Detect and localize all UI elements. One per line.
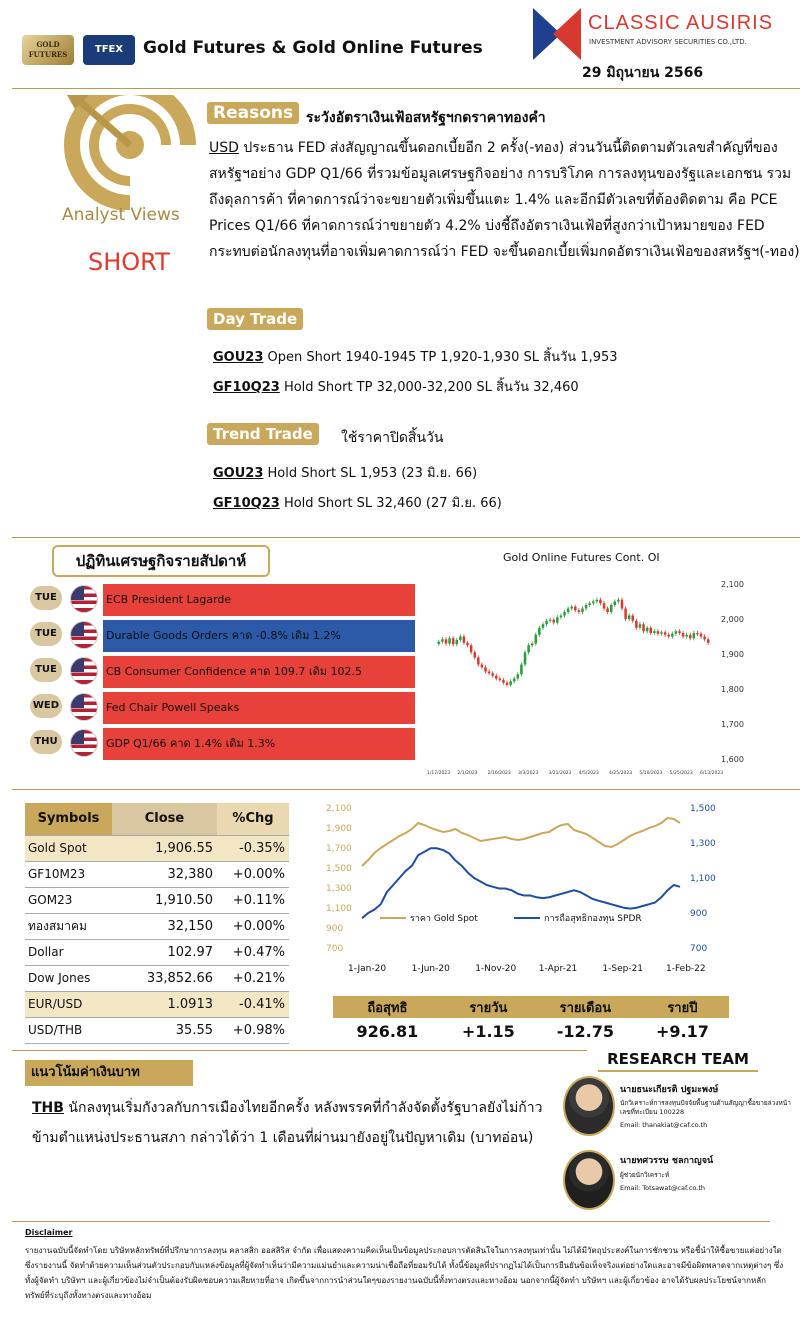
- thb-body: [32, 1093, 547, 1153]
- chg-cell: +0.98%: [217, 1017, 289, 1043]
- symbol-cell: Dollar: [25, 939, 112, 965]
- spdr-header: ถือสุทธิ: [333, 996, 442, 1018]
- candle-body: [567, 609, 570, 613]
- calendar-event: [30, 728, 415, 758]
- x-axis-tick: 1-Jun-20: [411, 964, 450, 974]
- trend-trade-note: ใช้ราคาปิดสิ้นวัน: [341, 430, 444, 446]
- close-cell: 32,150: [112, 913, 217, 939]
- market-table: [25, 803, 289, 1044]
- event-description: Durable Goods Orders คาด -0.8% เดิม 1.2%: [103, 620, 415, 652]
- spdr-header: รายวัน: [442, 996, 535, 1018]
- brand-name: CLASSIC AUSIRIS: [588, 12, 774, 34]
- us-flag-icon: [70, 585, 98, 613]
- table-row: [25, 835, 289, 861]
- right-axis-tick: 1,500: [690, 804, 716, 814]
- candle-body: [617, 600, 620, 602]
- member-email: Email: thanakiat@caf.co.th: [620, 1121, 708, 1129]
- x-axis-tick: 1-Feb-22: [666, 964, 706, 974]
- candle-body: [700, 634, 703, 637]
- left-axis-tick: 1,100: [326, 904, 352, 914]
- spdr-header: รายเดือน: [535, 996, 636, 1018]
- table-row: [25, 991, 289, 1017]
- calendar-event: [30, 656, 415, 686]
- avatar: [563, 1076, 615, 1136]
- candle-body: [441, 639, 444, 641]
- day-trade-symbol: GOU23: [213, 350, 264, 365]
- left-axis-tick: 700: [326, 944, 344, 954]
- avatar: [563, 1150, 615, 1210]
- legend-label: การถือสุทธิกองทุน SPDR: [544, 914, 642, 924]
- right-axis-tick: 900: [690, 909, 708, 919]
- x-axis-tick: 1-Jan-20: [348, 964, 387, 974]
- candle-body: [614, 602, 617, 606]
- day-trade-item: [213, 346, 618, 367]
- candle-body: [549, 620, 552, 621]
- x-tick-label: 2/1/2023: [457, 771, 478, 776]
- candle-body: [628, 616, 631, 620]
- brand-logo-mark: [533, 8, 581, 60]
- oi-chart-title: Gold Online Futures Cont. OI: [503, 551, 660, 564]
- x-tick-label: 2/16/2023: [487, 771, 511, 776]
- candle-body: [667, 635, 670, 637]
- us-flag-icon: [70, 693, 98, 721]
- candle-body: [459, 637, 462, 641]
- y-tick-label: 1,700: [721, 720, 744, 729]
- candle-body: [535, 635, 538, 644]
- candle-body: [610, 605, 613, 612]
- spdr-header: รายปี: [636, 996, 729, 1018]
- candle-body: [592, 602, 595, 604]
- x-axis-tick: 1-Nov-20: [475, 964, 517, 974]
- x-tick-label: 5/10/2023: [639, 771, 663, 776]
- candle-body: [707, 639, 710, 643]
- y-tick-label: 2,100: [721, 580, 744, 589]
- event-description: Fed Chair Powell Speaks: [103, 692, 415, 724]
- chg-cell: +0.21%: [217, 965, 289, 991]
- candle-body: [696, 633, 699, 634]
- candle-body: [560, 616, 563, 618]
- candle-body: [703, 637, 706, 640]
- member-email: Email: Totsawat@caf.co.th: [620, 1184, 706, 1192]
- thb-currency: THB: [32, 1100, 64, 1116]
- candle-body: [588, 603, 591, 605]
- page-title: Gold Futures & Gold Online Futures: [143, 38, 483, 58]
- event-day-badge: THU: [30, 730, 62, 754]
- x-axis-tick: 1-Sep-21: [602, 964, 644, 974]
- candle-body: [646, 628, 649, 632]
- series-line: [362, 848, 680, 918]
- col-header-symbols: Symbols: [25, 803, 112, 835]
- y-tick-label: 2,000: [721, 615, 744, 624]
- reasons-label: Reasons: [207, 102, 299, 124]
- close-cell: 33,852.66: [112, 965, 217, 991]
- analyst-views-caption: Analyst Views: [62, 205, 180, 225]
- candle-body: [585, 605, 588, 609]
- brand-subtitle: INVESTMENT ADVISORY SECURITIES CO.,LTD.: [589, 38, 747, 46]
- symbol-cell: GOM23: [25, 887, 112, 913]
- close-cell: 1,910.50: [112, 887, 217, 913]
- tfex-logo: [83, 35, 135, 65]
- symbol-cell: Dow Jones: [25, 965, 112, 991]
- candle-body: [484, 667, 487, 671]
- day-trade-text: Open Short 1940-1945 TP 1,920-1,930 SL สิ้นวัน 1,953: [267, 350, 618, 365]
- x-tick-label: 1/17/2023: [427, 771, 451, 776]
- candle-body: [693, 633, 696, 638]
- gold-spdr-line-chart: [322, 800, 727, 980]
- col-header-chg: %Chg: [217, 803, 289, 835]
- candle-body: [470, 645, 473, 652]
- y-tick-label: 1,900: [721, 650, 744, 659]
- reasons-text: ประธาน FED ส่งสัญญาณขึ้นดอกเบี้ยอีก 2 ครั้ง(-ทอง) ส่วนวันนี้ติดตามตัวเลขสำคัญที่ของสหรัฐฯอย่าง GDP Q1/66 ที่รวมข้อมูลเศรษฐกิจอย่าง การบริโภค การลงทุนของรัฐและเอกชน รวมถึงดุลการค้า ที่คาดการณ์ว่าจะขยายตัวเพิ่มขึ้นแตะ 1.4% และอีกมีตัวเลขที่ต้องติดตาม คือ PCE Prices Q1/66 ที่คาดการณ์ว่าขยายตัว 4.2% บ่งชี้ถึงอัตราเงินเฟ้อที่สูงกว่าเป้าหมายของ FED กระทบต่อนักลงทุนที่อาจเพิ่มคาดการณ์ว่า FED จะขึ้นดอกเบี้ยเพิ่มกดอัตราเงินเฟ้อของสหรัฐฯ(-ทอง): [209, 140, 800, 260]
- disclaimer-title: Disclaimer: [25, 1228, 73, 1237]
- candle-body: [678, 631, 681, 633]
- chg-cell: +0.00%: [217, 861, 289, 887]
- trend-trade-symbol: GOU23: [213, 466, 264, 481]
- chg-cell: -0.41%: [217, 991, 289, 1017]
- y-tick-label: 1,600: [721, 755, 744, 764]
- candle-body: [578, 610, 581, 612]
- x-tick-label: 5/25/2023: [669, 771, 693, 776]
- trend-trade-symbol: GF10Q23: [213, 496, 280, 511]
- symbol-cell: EUR/USD: [25, 991, 112, 1017]
- event-day-badge: TUE: [30, 586, 62, 610]
- candle-body: [531, 644, 534, 646]
- symbol-cell: ทองสมาคม: [25, 913, 112, 939]
- candle-body: [682, 633, 685, 637]
- candle-body: [448, 638, 451, 643]
- candle-body: [527, 645, 530, 652]
- left-axis-tick: 1,700: [326, 844, 352, 854]
- candle-body: [570, 607, 573, 609]
- candle-body: [599, 600, 602, 604]
- candle-body: [685, 635, 688, 637]
- event-day-badge: TUE: [30, 622, 62, 646]
- candle-body: [466, 643, 469, 645]
- candle-body: [438, 642, 441, 644]
- candle-body: [520, 665, 523, 675]
- close-cell: 1,906.55: [112, 835, 217, 861]
- thb-title: แนวโน้มค่าเงินบาท: [25, 1060, 193, 1086]
- chg-cell: +0.47%: [217, 939, 289, 965]
- calendar-event: [30, 584, 415, 614]
- candle-body: [596, 600, 599, 602]
- candle-body: [639, 624, 642, 628]
- candle-body: [675, 631, 678, 633]
- trend-trade-label: Trend Trade: [207, 423, 319, 445]
- left-axis-tick: 1,900: [326, 824, 352, 834]
- table-row: [25, 861, 289, 887]
- right-axis-tick: 1,300: [690, 839, 716, 849]
- event-description: GDP Q1/66 คาด 1.4% เดิม 1.3%: [103, 728, 415, 760]
- table-row: [25, 939, 289, 965]
- spdr-value: 926.81: [356, 1021, 419, 1041]
- candle-body: [477, 658, 480, 665]
- trend-trade-item: [213, 462, 477, 483]
- candle-body: [488, 672, 491, 674]
- candle-body: [642, 624, 645, 631]
- us-flag-icon: [70, 621, 98, 649]
- candle-body: [499, 679, 502, 680]
- candle-body: [556, 617, 559, 622]
- thb-text: นักลงทุนเริ่มกังวลกับการเมืองไทยอีกครั้ง หลังพรรคที่กำลังจัดตั้งรัฐบาลยังไม่ก้าวข้ามตำแหน่งประธานสภา กล่าวได้ว่า 1 เดือนที่ผ่านมายังอยู่ในปัญหาเดิม (บาทอ่อน): [32, 1100, 543, 1146]
- event-description: ECB President Lagarde: [103, 584, 415, 616]
- x-tick-label: 4/5/2023: [578, 771, 599, 776]
- table-row: [25, 1017, 289, 1043]
- candle-body: [506, 683, 509, 685]
- candle-body: [513, 679, 516, 682]
- reasons-body: [209, 135, 805, 265]
- candle-body: [455, 640, 458, 644]
- legend-label: ราคา Gold Spot: [410, 914, 478, 924]
- candle-body: [581, 609, 584, 613]
- left-axis-tick: 1,500: [326, 864, 352, 874]
- x-tick-label: 3/21/2023: [548, 771, 572, 776]
- research-member: [620, 1153, 800, 1192]
- disclaimer-text: รายงานฉบับนี้จัดทำโดย บริษัทหลักทรัพย์ที่ปรึกษาการลงทุน คลาสสิก ออสสิริส จำกัด เพื่อแสดงความคิดเห็นเป็นข้อมูลประกอบการตัดสินใจในการลงทุนเท่านั้น ไม่ได้มีวัตถุประสงค์ในการชักชวน หรือชี้นำให้ซื้อขายแต่อย่างใด ซึ่งรายงานนี้ จัดทำด้วยความเห็นส่วนตัวประกอบกับแหล่งข้อมูลที่ผู้จัดทำเห็นว่ามีความแม่นยำและความน่าเชื่อถือที่ยอมรับได้ ทั้งนี้ข้อมูลที่ปรากฏไม่ได้เป็นการยืนยันข้อเท็จจริงแต่อย่างใดและอาจมีข้อผิดพลาดจากเหตุต่างๆ ซึ่งทั้งผู้จัดทำ บริษัทฯ และผู้เกี่ยวข้องไม่จำเป็นต้องรับผิดชอบความเสียหายที่อาจ เกิดขึ้นจากการนำส่วนใดๆของรายงานฉบับนี้ทั้งทางตรงและทางอ้อม นอกจากนี้ผู้จัดทำ บริษัทฯ และผู้เกี่ยวข้อง อาจได้รับผลประโยชน์จากหลักทรัพย์ที่ระบุถึงทั้งทางตรงและทางอ้อม: [25, 1246, 784, 1300]
- candle-body: [632, 616, 635, 621]
- day-trade-label: Day Trade: [207, 308, 303, 330]
- x-tick-label: 3/3/2023: [518, 771, 539, 776]
- table-row: [25, 913, 289, 939]
- reasons-heading: ระวังอัตราเงินเฟ้อสหรัฐฯกดราคาทองคำ: [306, 110, 546, 126]
- trend-trade-item: [213, 492, 502, 513]
- tfex-logo-text: TFEX: [94, 44, 124, 55]
- candle-body: [452, 638, 455, 644]
- close-cell: 1.0913: [112, 991, 217, 1017]
- symbol-cell: GF10M23: [25, 861, 112, 887]
- chg-cell: +0.00%: [217, 913, 289, 939]
- candle-body: [463, 637, 466, 643]
- candle-body: [653, 631, 656, 633]
- y-tick-label: 1,800: [721, 685, 744, 694]
- event-day-badge: TUE: [30, 658, 62, 682]
- spdr-summary: [333, 996, 729, 1044]
- calendar-title: ปฏิทินเศรษฐกิจรายสัปดาห์: [52, 545, 270, 577]
- right-axis-tick: 700: [690, 944, 708, 954]
- candle-body: [606, 609, 609, 613]
- left-axis-tick: 900: [326, 924, 344, 934]
- candle-body: [517, 674, 520, 678]
- day-trade-symbol: GF10Q23: [213, 380, 280, 395]
- col-header-close: Close: [112, 803, 217, 835]
- member-name: นายธนะเกียรติ ปฐมะพงษ์: [620, 1085, 719, 1095]
- event-day-badge: WED: [30, 694, 62, 718]
- candle-body: [635, 621, 638, 628]
- candle-body: [542, 624, 545, 628]
- close-cell: 32,380: [112, 861, 217, 887]
- candle-body: [538, 628, 541, 635]
- table-row: [25, 887, 289, 913]
- left-axis-tick: 1,300: [326, 884, 352, 894]
- spdr-value: +1.15: [461, 1021, 515, 1041]
- x-tick-label: 4/25/2023: [609, 771, 633, 776]
- right-axis-tick: 1,100: [690, 874, 716, 884]
- candle-body: [689, 635, 692, 639]
- candle-body: [495, 676, 498, 679]
- x-axis-tick: 1-Apr-21: [538, 964, 578, 974]
- candle-body: [563, 612, 566, 616]
- event-description: CB Consumer Confidence คาด 109.7 เดิม 102.5: [103, 656, 415, 688]
- candle-body: [502, 680, 505, 683]
- close-cell: 102.97: [112, 939, 217, 965]
- candle-body: [509, 681, 512, 685]
- research-team-title: RESEARCH TEAM: [598, 1050, 758, 1072]
- trend-trade-text: Hold Short SL 1,953 (23 มิ.ย. 66): [267, 466, 478, 481]
- x-tick-label: 6/13/2023: [700, 771, 724, 776]
- gold-logo-text: GOLD FUTURES: [28, 40, 68, 59]
- member-name: นายทศวรรษ ชลกาญจน์: [620, 1156, 714, 1166]
- series-line: [362, 818, 680, 866]
- us-flag-icon: [70, 729, 98, 757]
- candle-body: [621, 600, 624, 609]
- target-arrow-icon: [55, 95, 205, 210]
- candle-body: [574, 607, 577, 611]
- symbol-cell: USD/THB: [25, 1017, 112, 1043]
- trend-trade-text: Hold Short SL 32,460 (27 มิ.ย. 66): [283, 496, 502, 511]
- close-cell: 35.55: [112, 1017, 217, 1043]
- symbol-cell: Gold Spot: [25, 835, 112, 861]
- candle-body: [603, 603, 606, 608]
- candle-body: [624, 609, 627, 620]
- report-date: 29 มิถุนายน 2566: [582, 65, 704, 81]
- candle-body: [473, 652, 476, 657]
- table-row: [25, 965, 289, 991]
- spdr-value: +9.17: [655, 1021, 709, 1041]
- us-flag-icon: [70, 657, 98, 685]
- research-member: [620, 1082, 800, 1129]
- calendar-event: [30, 692, 415, 722]
- day-trade-text: Hold Short TP 32,000-32,200 SL สิ้นวัน 32,460: [283, 380, 579, 395]
- left-axis-tick: 2,100: [326, 804, 352, 814]
- spdr-value: -12.75: [556, 1021, 614, 1041]
- candle-body: [664, 632, 667, 634]
- candle-body: [671, 634, 674, 637]
- oi-candlestick-chart: [425, 570, 805, 778]
- chg-cell: +0.11%: [217, 887, 289, 913]
- candle-body: [552, 620, 555, 623]
- candle-body: [481, 665, 484, 668]
- candle-body: [445, 639, 448, 643]
- calendar-event: [30, 620, 415, 650]
- candle-body: [649, 628, 652, 633]
- candle-body: [657, 631, 660, 633]
- candle-body: [660, 632, 663, 633]
- candle-body: [491, 673, 494, 675]
- member-role: นักวิเคราะห์การลงทุนปัจจัยพื้นฐานด้านสัญญาซื้อขายล่วงหน้า เลขที่ทะเบียน 100228: [620, 1099, 791, 1116]
- chg-cell: -0.35%: [217, 835, 289, 861]
- candle-body: [545, 621, 548, 625]
- member-role: ผู้ช่วยนักวิเคราะห์: [620, 1171, 670, 1179]
- candle-body: [524, 652, 527, 664]
- day-trade-item: [213, 376, 579, 397]
- analyst-view-signal: SHORT: [88, 248, 170, 276]
- reasons-currency: USD: [209, 140, 239, 156]
- gold-futures-logo: [22, 35, 74, 65]
